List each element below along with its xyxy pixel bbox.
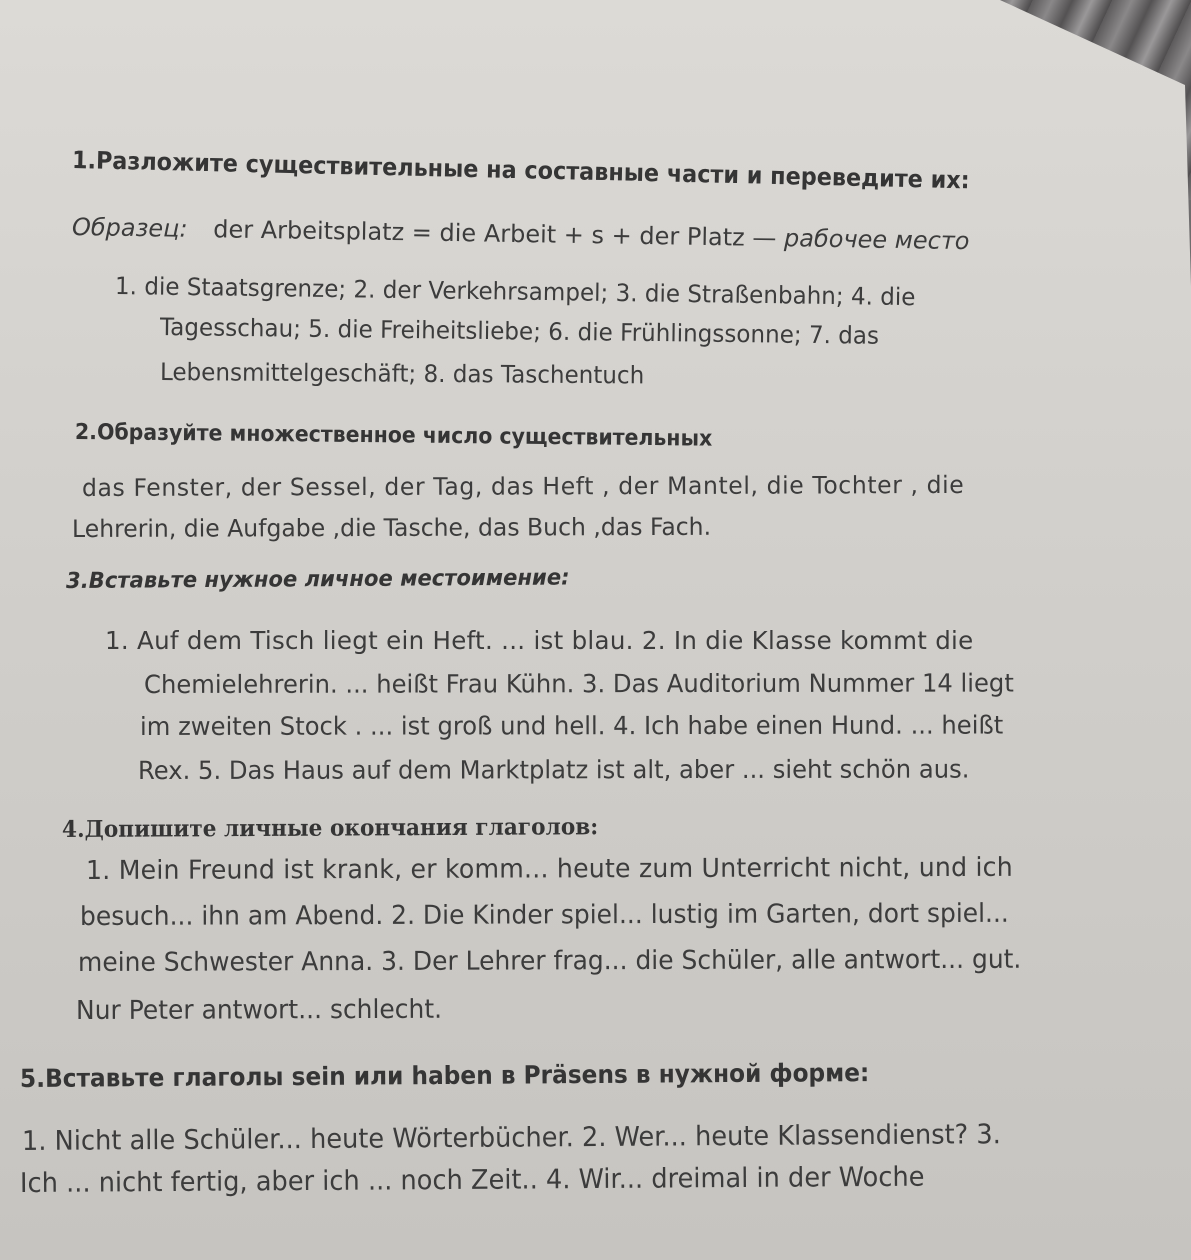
task5-heading: 5.Вставьте глаголы sein или haben в Präsens в нужной форме: [19, 1058, 870, 1093]
task3-line-2: Chemielehrerin. ... heißt Frau Kühn. 3. Das Auditorium Nummer 14 liegt [143, 668, 1014, 699]
task1-line-3: Lebensmittelgeschäft; 8. das Taschentuch [159, 358, 645, 390]
task3-line-4: Rex. 5. Das Haus auf dem Marktplatz ist alt, aber ... sieht schön aus. [137, 754, 970, 785]
task5-line-1: 1. Nicht alle Schüler... heute Wörterbücher. 2. Wer... heute Klassendienst? 3. [21, 1119, 1001, 1157]
task4-line-3: meine Schwester Anna. 3. Der Lehrer frag... die Schüler, alle antwort... gut. [77, 944, 1022, 978]
task2-heading: 2.Образуйте множественное число существительных [74, 420, 713, 452]
task4-line-1: 1. Mein Freund ist krank, er komm... heute zum Unterricht nicht, und ich [85, 852, 1013, 886]
task1-heading: 1.Разложите существительные на составные части и переведите их: [71, 146, 970, 195]
task1-sample [72, 213, 970, 255]
sample-text: der Arbeitsplatz = die Arbeit + s + der Platz — [212, 215, 777, 253]
task4-line-4: Nur Peter antwort... schlecht. [75, 994, 443, 1026]
task3-line-1: 1. Auf dem Tisch liegt ein Heft. ... ist blau. 2. In die Klasse kommt die [105, 626, 974, 655]
sample-translation: рабочее место [783, 224, 970, 256]
task1-line-2: Tagesschau; 5. die Freiheitsliebe; 6. die Frühlingssonne; 7. das [159, 313, 880, 350]
task3-heading: 3.Вставьте нужное личное местоимение: [65, 565, 570, 594]
sample-label: Образец: [71, 213, 188, 243]
task5-line-2: Ich ... nicht fertig, aber ich ... noch Zeit.. 4. Wir... dreimal in der Woche [19, 1161, 925, 1199]
task2-line-1: das Fenster, der Sessel, der Tag, das Heft , der Mantel, die Tochter , die [81, 470, 965, 502]
task2-line-2: Lehrerin, die Aufgabe ,die Tasche, das Buch ,das Fach. [71, 512, 712, 543]
task4-heading: 4.Допишите личные окончания глаголов: [61, 813, 599, 843]
task3-line-3: im zweiten Stock . ... ist groß und hell. 4. Ich habe einen Hund. ... heißt [139, 710, 1004, 741]
task4-line-2: besuch... ihn am Abend. 2. Die Kinder spiel... lustig im Garten, dort spiel... [79, 898, 1009, 932]
task1-line-1: 1. die Staatsgrenze; 2. der Verkehrsampel; 3. die Straßenbahn; 4. die [114, 272, 916, 312]
